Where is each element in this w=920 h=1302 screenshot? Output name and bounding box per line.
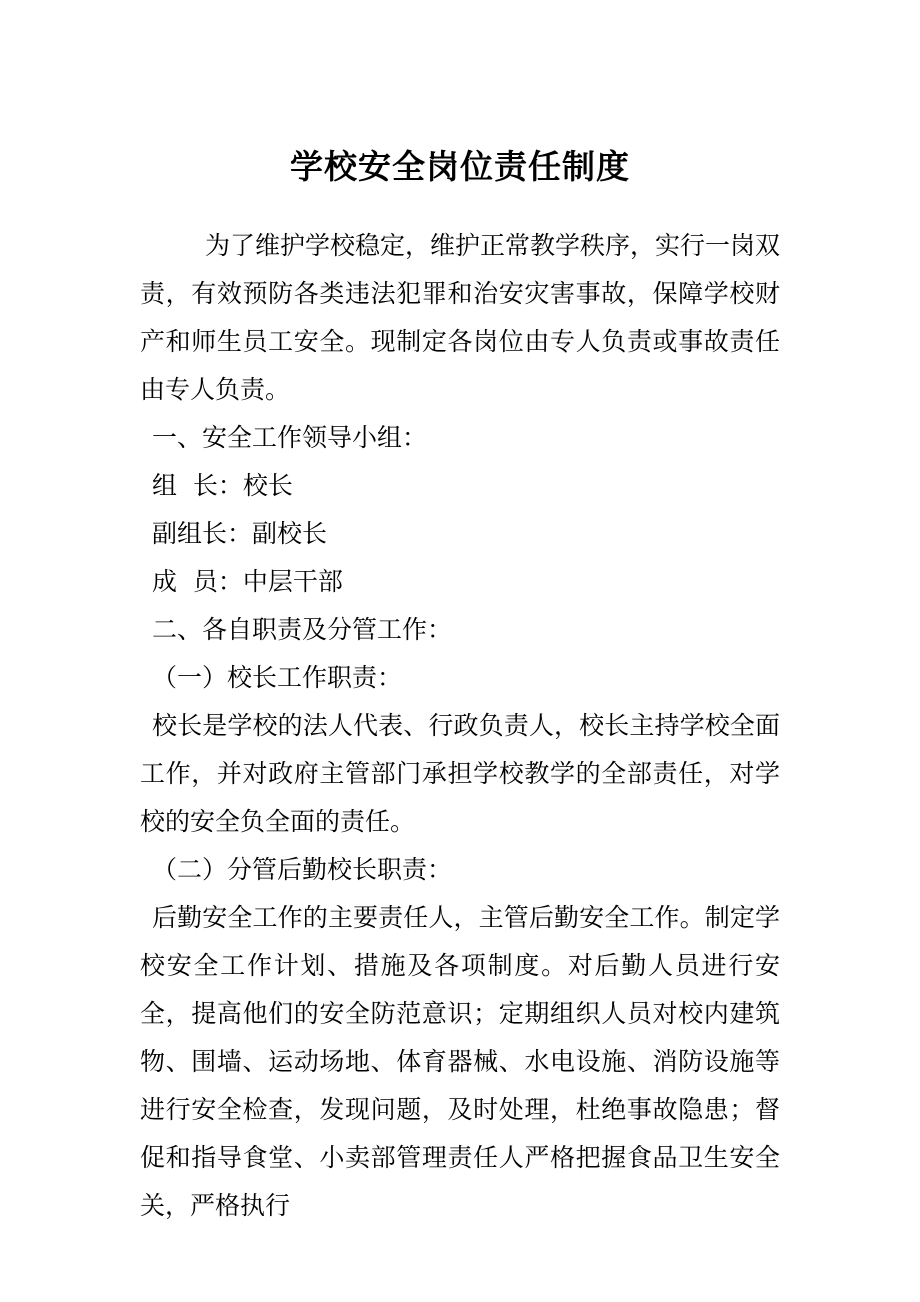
subsection-heading-logistics-vice-principal: （二）分管后勤校长职责： (152, 855, 453, 884)
group-leader-line: 组 长：校长 (152, 471, 293, 500)
section-heading-leadership-group: 一、安全工作领导小组： (152, 423, 428, 452)
logistics-duties-paragraph: 后勤安全工作的主要责任人，主管后勤安全工作。制定学校安全工作计划、措施及各项制度。对后勤人员进行安全，提高他们的安全防范意识；定期组织人员对校内建筑物、围墙、运动场地、体育器械、水电设施、消防设施等进行安全检查，发现问题，及时处理，杜绝事故隐患；督促和指导食堂、小卖部管理责任人严格把握食品卫生安全关，严格执行 (140, 903, 780, 1220)
intro-paragraph: 为了维护学校稳定，维护正常教学秩序，实行一岗双责，有效预防各类违法犯罪和治安灾害事故，保障学校财产和师生员工安全。现制定各岗位由专人负责或事故责任由专人负责。 (140, 231, 781, 404)
section-heading-duties: 二、各自职责及分管工作： (152, 615, 453, 644)
principal-duties-paragraph: 校长是学校的法人代表、行政负责人，校长主持学校全面工作，并对政府主管部门承担学校教学的全部责任，对学校的安全负全面的责任。 (140, 711, 780, 836)
members-line: 成 员：中层干部 (152, 567, 343, 596)
subsection-heading-principal: （一）校长工作职责： (152, 663, 403, 692)
document-body (140, 222, 780, 1230)
document-title: 学校安全岗位责任制度 (290, 147, 630, 186)
deputy-leader-line: 副组长：副校长 (152, 519, 328, 548)
